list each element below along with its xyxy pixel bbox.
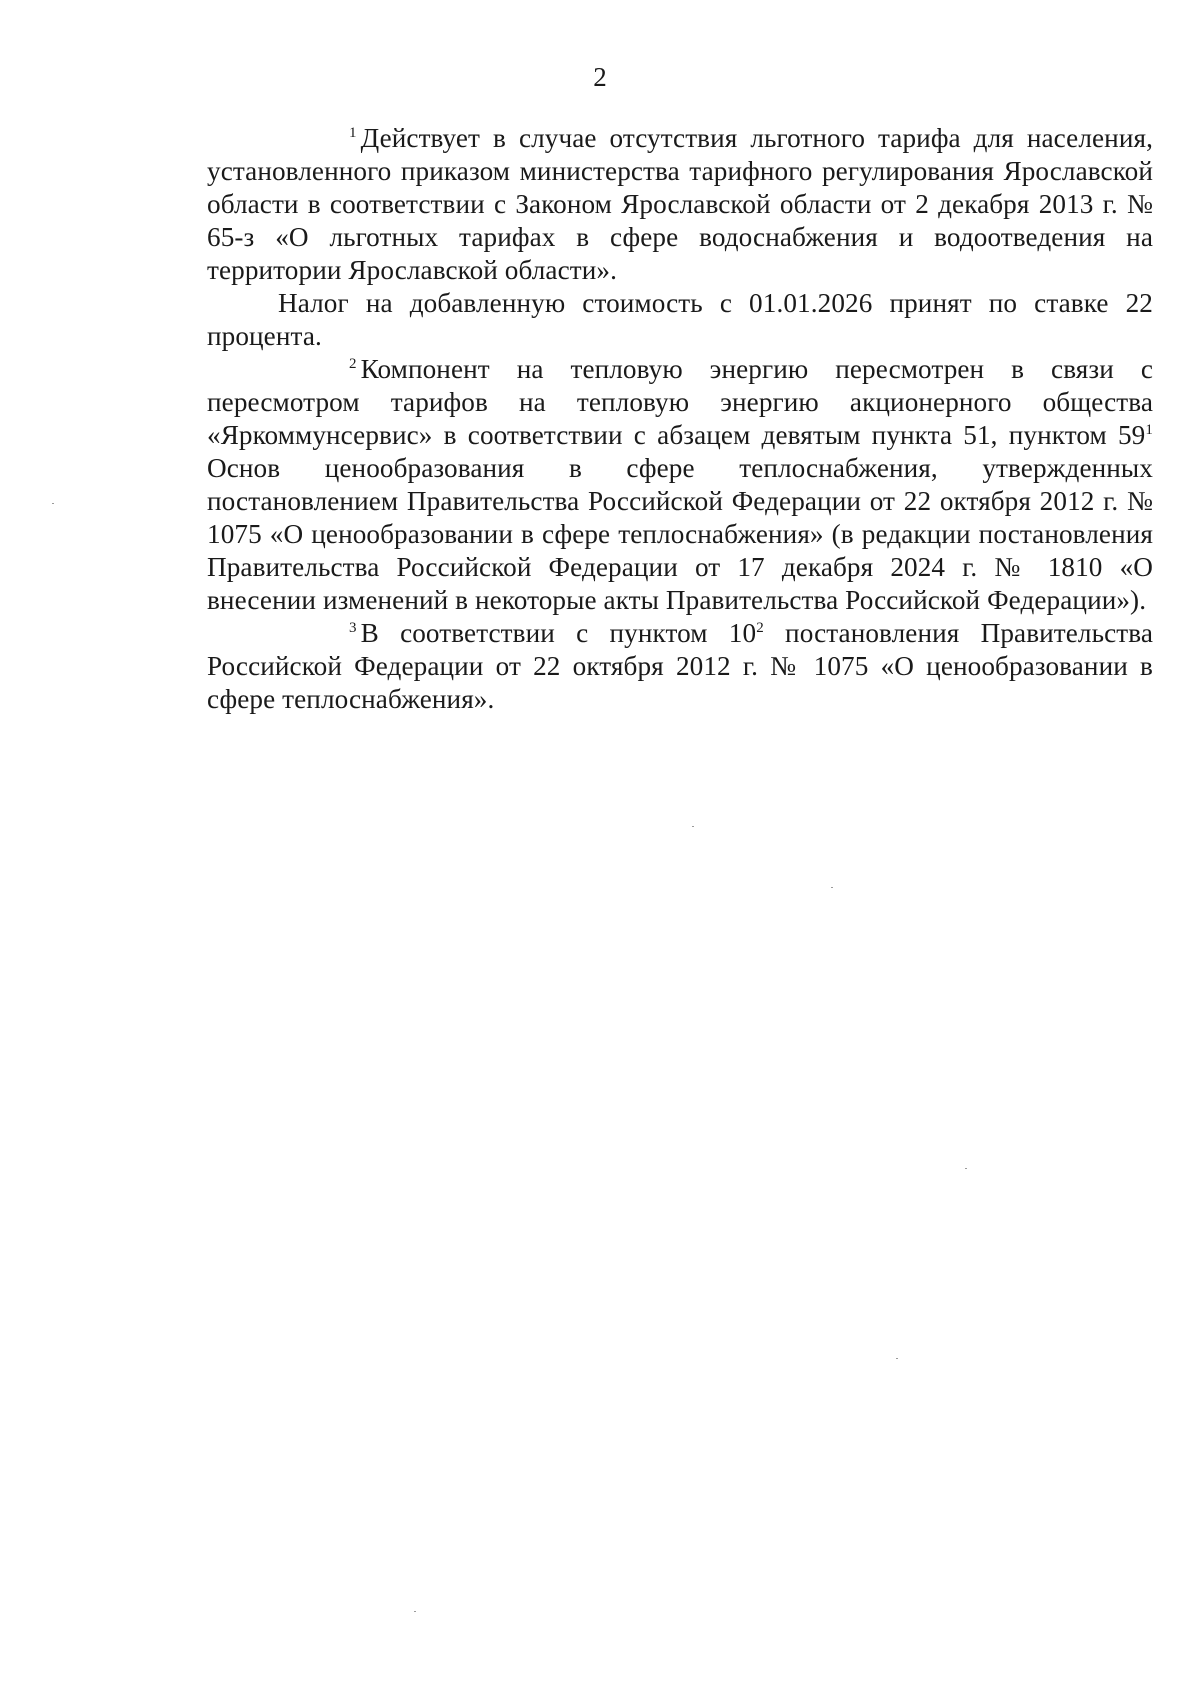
footnote-text-part: Компонент на тепловую энергию пересмотрен в связи с пересмотром тарифов на тепловую энергию акционерного общества «Яркоммунсервис» в соответствии с абзацем девятым пункта 51, пунктом 59 — [207, 354, 1153, 450]
scan-speck — [52, 503, 54, 504]
footnotes-block — [207, 122, 1153, 716]
footnote-2: 2 Компонент на тепловую энергию пересмотрен в связи с пересмотром тарифов на тепловую энергию акционерного общества «Яркоммунсервис» в соответствии с абзацем девятым пункта 51, пунктом $59^1$ Основ ценообразования в сфере теплоснабжения, утвержденных постановлением Правительства Российской Федерации от 22 октября 2012 г. № 1075 «О ценообразовании в сфере теплоснабжения» (в редакции постановления Правительства Российской Федерации от 17 декабря 2024 г. № 1810 «О внесении изменений в некоторые акты Правительства Российской Федерации»). — [207, 354, 1153, 615]
scan-speck — [414, 1611, 416, 1612]
footnote-text-part: постановления Правительства Российской Федерации от 22 октября 2012 г. № 1075 «О ценообразовании в сфере теплоснабжения». — [207, 618, 1153, 714]
footnote-text-part: В соответствии с пунктом 10 — [360, 618, 757, 648]
scan-speck — [692, 826, 694, 827]
footnote-text-part: Основ ценообразования в сфере теплоснабжения, утвержденных постановлением Правительства Российской Федерации от 22 октября 2012 г. № 1075 «О ценообразовании в сфере теплоснабжения» (в редакции постановления Правительства Российской Федерации от 17 декабря 2024 г. № 1810 «О внесении изменений в некоторые акты Правительства Российской Федерации»). — [207, 453, 1153, 615]
footnote-1: 1 Действует в случае отсутствия льготного тарифа для населения, установленного приказом министерства тарифного регулирования Ярославской области в соответствии с Законом Ярославской области от 2 декабря 2013 г. № 65-з «О льготных тарифах в сфере водоснабжения и водоотведения на территории Ярославской области». — [207, 123, 1153, 285]
vat-note — [207, 287, 1153, 353]
scan-speck — [896, 1358, 898, 1359]
superscript-reference: 1 — [1145, 421, 1153, 438]
vat-note-text: Налог на добавленную стоимость с 01.01.2026 принят по ставке 22 процента. — [207, 288, 1153, 351]
scan-speck — [831, 887, 833, 888]
footnote-3: 3 В соответствии с пунктом $10^2$ постановления Правительства Российской Федерации от 22 октября 2012 г. № 1075 «О ценообразовании в сфере теплоснабжения». — [207, 618, 1153, 714]
footnote-text: Действует в случае отсутствия льготного тарифа для населения, установленного приказом министерства тарифного регулирования Ярославской области в соответствии с Законом Ярославской области от 2 декабря 2013 г. № 65-з «О льготных тарифах в сфере водоснабжения и водоотведения на территории Ярославской области». — [207, 123, 1153, 285]
page-number: 2 — [593, 62, 607, 92]
scan-speck — [965, 1168, 967, 1169]
superscript-reference: 2 — [756, 619, 764, 636]
